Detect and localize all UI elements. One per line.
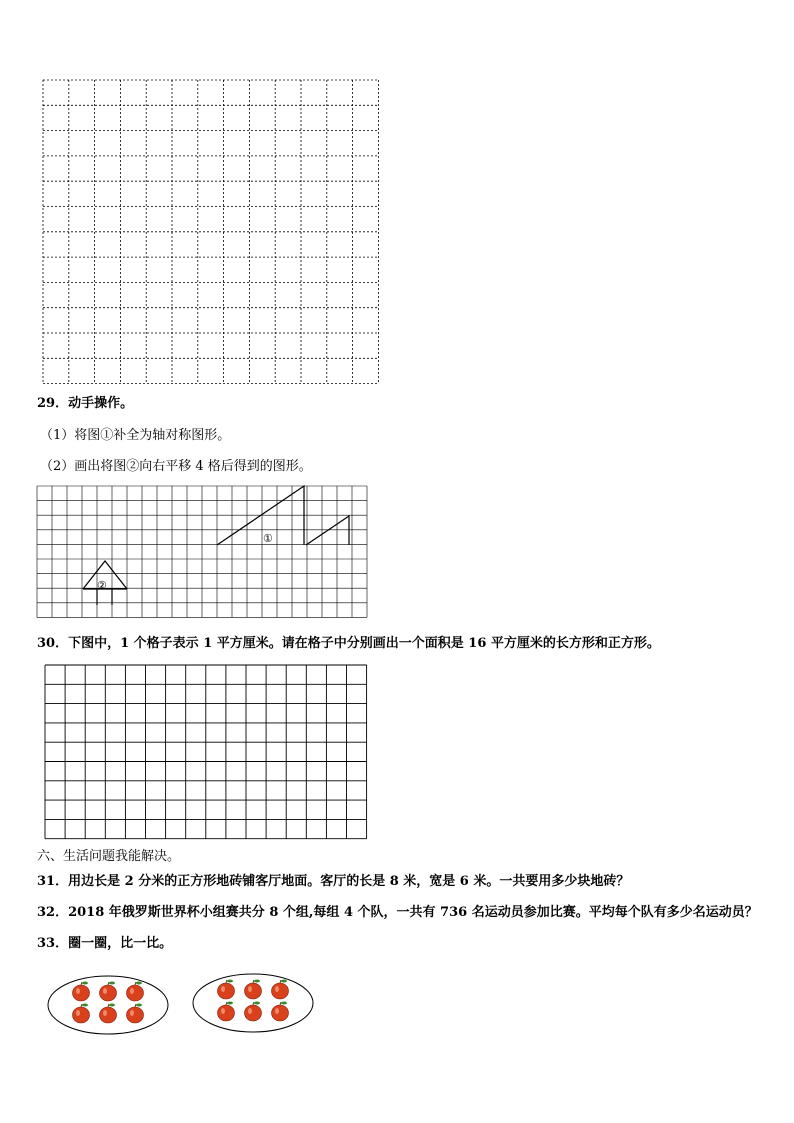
apple-icon	[127, 1004, 144, 1024]
apple-group-2	[191, 972, 315, 1034]
apple-group-1	[46, 974, 170, 1036]
q33-title: 33．圈一圈，比一比。	[37, 936, 173, 951]
q32-title: 32．2018 年俄罗斯世界杯小组赛共分 8 个组,每组 4 个队，一共有 736 名运动员参加比赛。平均每个队有多少名运动员？	[37, 905, 758, 920]
figure-1-small-triangle	[306, 516, 349, 545]
apple-icon	[100, 1004, 117, 1024]
section6-title: 六、生活问题我能解决。	[37, 849, 181, 864]
apple-icon	[218, 1002, 235, 1022]
q29-part2: （2）画出将图②向右平移 4 格后得到的图形。	[40, 459, 312, 474]
apple-icon	[218, 980, 235, 1000]
apple-icon	[245, 980, 262, 1000]
apple-icon	[272, 1002, 289, 1022]
q29-part1: （1）将图①补全为轴对称图形。	[40, 428, 231, 443]
q30-square-grid	[44, 664, 370, 840]
apple-icon	[73, 982, 90, 1002]
apple-icon	[245, 1002, 262, 1022]
q30-title: 30．下图中，1 个格子表示 1 平方厘米。请在格子中分别画出一个面积是 16 平方厘米的长方形和正方形。	[37, 636, 660, 651]
q31-title: 31．用边长是 2 分米的正方形地砖铺客厅地面。客厅的长是 8 米，宽是 6 米。一共要用多少块地砖？	[37, 874, 630, 889]
apple-icon	[100, 982, 117, 1002]
q29-title: 29．动手操作。	[37, 396, 134, 411]
apple-icon	[272, 980, 289, 1000]
apple-icon	[127, 982, 144, 1002]
figure-2-label: ②	[97, 579, 107, 592]
top-dashed-grid	[42, 79, 382, 385]
figure-1-label: ①	[263, 532, 273, 545]
apple-icon	[73, 1004, 90, 1024]
q29-grid-figure	[36, 485, 370, 623]
